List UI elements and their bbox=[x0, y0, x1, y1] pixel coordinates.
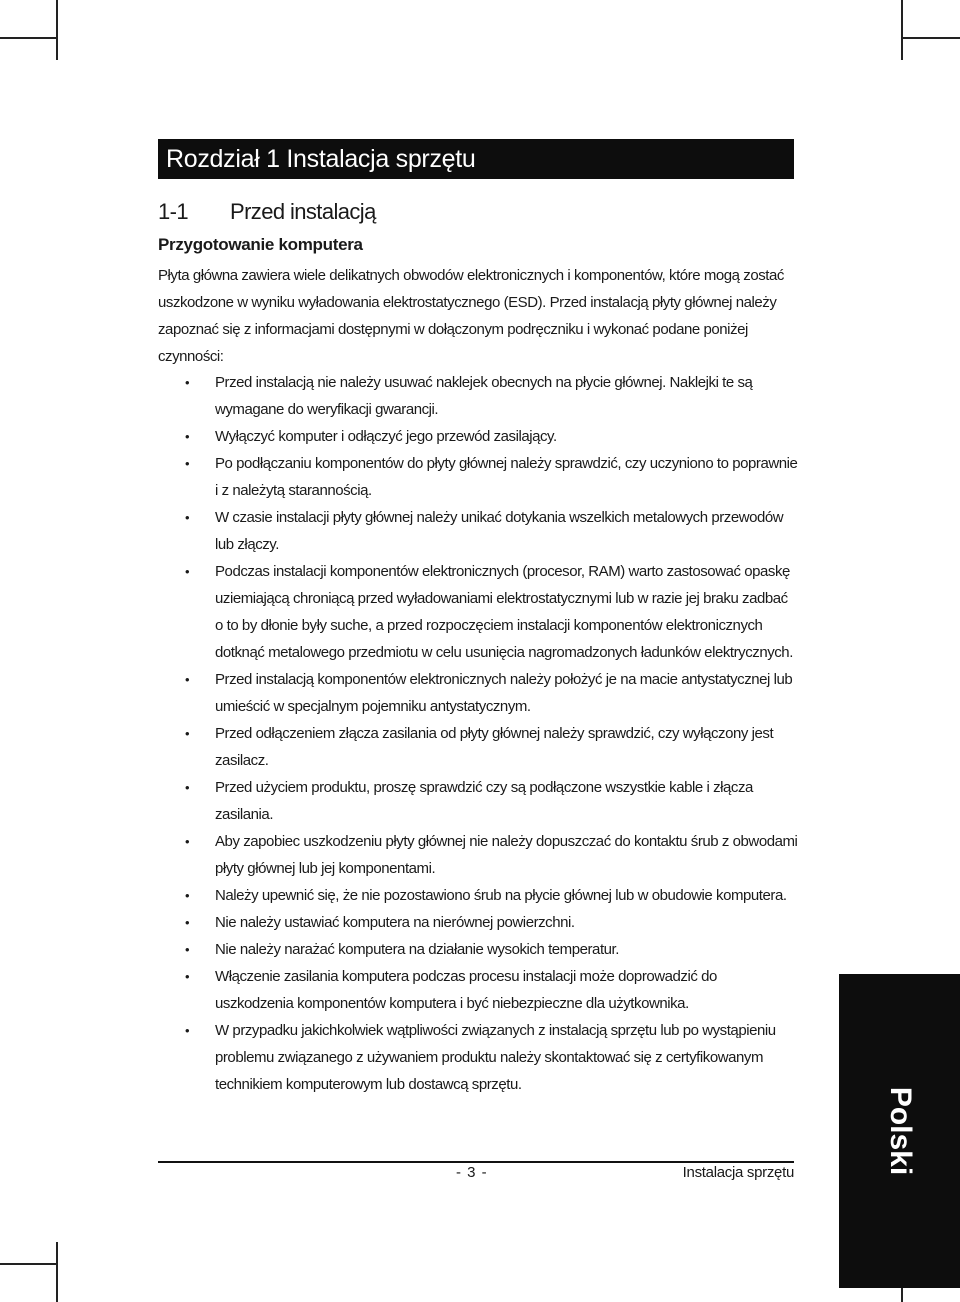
crop-mark bbox=[0, 37, 56, 39]
section-heading bbox=[158, 198, 376, 226]
list-item: • W przypadku jakichkolwiek wątpliwości związanych z instalacją sprzętu lub po wystąpieniu problemu związanego z używaniem produktu należy skontaktować się z certyfikowanym technikiem komputerowym lub dostawcą sprzętu. bbox=[158, 1017, 798, 1098]
language-tab-label: Polski bbox=[883, 1086, 917, 1176]
footer-title: Instalacja sprzętu bbox=[682, 1164, 794, 1181]
section-number: 1-1 bbox=[158, 199, 188, 224]
list-item: • Przed użyciem produktu, proszę sprawdzić czy są podłączone wszystkie kable i złącza zasilania. bbox=[158, 774, 798, 828]
list-item: • Nie należy ustawiać komputera na nierównej powierzchni. bbox=[158, 909, 798, 936]
crop-mark bbox=[56, 0, 58, 60]
page-number: - 3 - bbox=[456, 1164, 488, 1181]
intro-paragraph: Płyta główna zawiera wiele delikatnych obwodów elektronicznych i komponentów, które mogą zostać uszkodzone w wyniku wyładowania elektrostatycznego (ESD). Przed instalacją płyty głównej należy zapoznać się z informacjami dostępnymi w dołączonym podręczniku i wykonać podane poniżej czynności: bbox=[158, 267, 784, 365]
list-item: • Po podłączaniu komponentów do płyty głównej należy sprawdzić, czy uczyniono to poprawnie i z należytą starannością. bbox=[158, 450, 798, 504]
crop-mark bbox=[56, 1242, 58, 1302]
precautions-list bbox=[158, 369, 798, 1098]
crop-mark bbox=[0, 1263, 56, 1265]
section-title: Przed instalacją bbox=[230, 199, 376, 224]
subheading: Przygotowanie komputera bbox=[158, 235, 363, 254]
list-item: • Należy upewnić się, że nie pozostawiono śrub na płycie głównej lub w obudowie komputera. bbox=[158, 882, 798, 909]
list-item: • Podczas instalacji komponentów elektronicznych (procesor, RAM) warto zastosować opaskę uziemiającą chroniącą przed wyładowaniami elektrostatycznymi lub w razie jej braku zadbać o to by dłonie były suche, a przed rozpoczęciem instalacji komponentów elektronicznych dotknąć metalowego przedmiotu w celu usunięcia nagromadzonych ładunków elektrycznych. bbox=[158, 558, 798, 666]
list-item: • Aby zapobiec uszkodzeniu płyty głównej nie należy dopuszczać do kontaktu śrub z obwodami płyty głównej lub jej komponentami. bbox=[158, 828, 798, 882]
language-tab bbox=[839, 974, 960, 1288]
crop-mark bbox=[903, 37, 960, 39]
list-item: • Przed odłączeniem złącza zasilania od płyty głównej należy sprawdzić, czy wyłączony jest zasilacz. bbox=[158, 720, 798, 774]
list-item: • Nie należy narażać komputera na działanie wysokich temperatur. bbox=[158, 936, 798, 963]
crop-mark bbox=[901, 0, 903, 60]
chapter-title: Rozdział 1 Instalacja sprzętu bbox=[158, 139, 794, 179]
list-item: • Wyłączyć komputer i odłączyć jego przewód zasilający. bbox=[158, 423, 798, 450]
list-item: • W czasie instalacji płyty głównej należy unikać dotykania wszelkich metalowych przewodów lub złączy. bbox=[158, 504, 798, 558]
list-item: • Przed instalacją nie należy usuwać naklejek obecnych na płycie głównej. Naklejki te są wymagane do weryfikacji gwarancji. bbox=[158, 369, 798, 423]
list-item: • Przed instalacją komponentów elektronicznych należy położyć je na macie antystatycznej lub umieścić w specjalnym pojemniku antystatycznym. bbox=[158, 666, 798, 720]
list-item: • Włączenie zasilania komputera podczas procesu instalacji może doprowadzić do uszkodzenia komponentów komputera i być niebezpieczne dla użytkownika. bbox=[158, 963, 798, 1017]
